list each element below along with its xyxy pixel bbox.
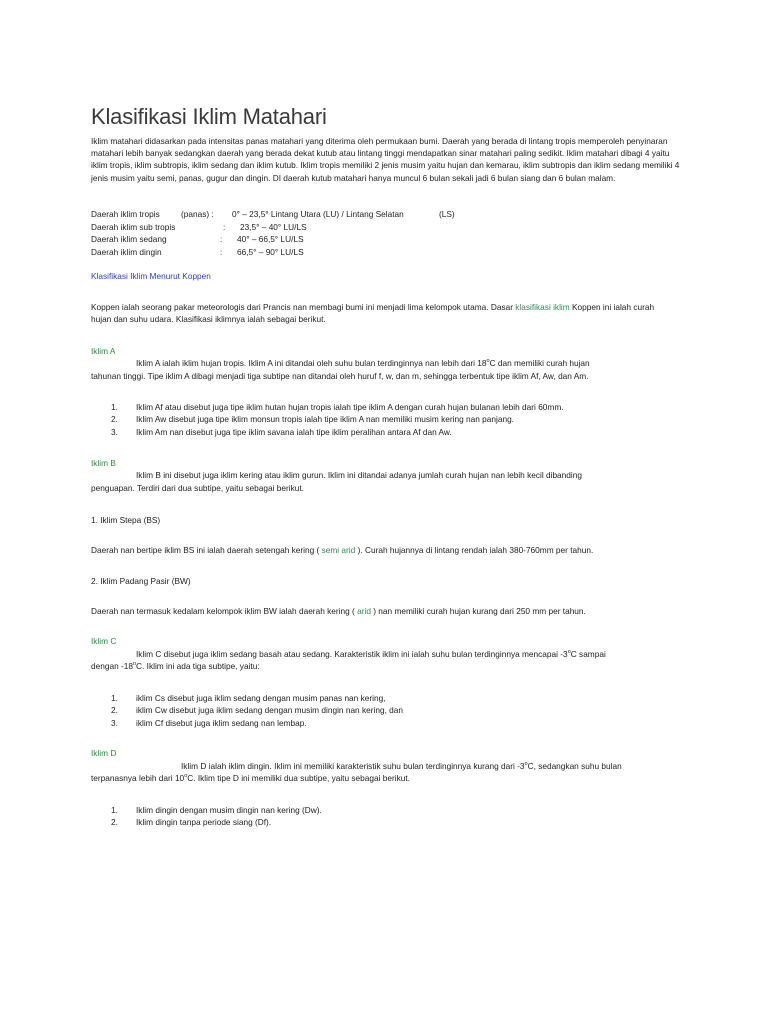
list-number: 1. [111, 693, 118, 703]
koppen-intro-paragraph [91, 301, 675, 325]
list-text: Iklim Am nan disebut juga tipe iklim savana ialah tipe iklim peralihan antara Af dan Aw. [136, 426, 452, 437]
zone-value-sedang: 40° – 66,5° LU/LS [237, 234, 304, 244]
koppen-intro-before: Koppen ialah seorang pakar meteorologis dari Prancis nan membagi bumi ini menjadi lima kelompok utama. Dasar [91, 302, 516, 312]
list-number: 2. [111, 705, 118, 716]
list-text: iklim Cw disebut juga iklim sedang dengan musim dingin nan kering, dan [136, 705, 404, 716]
zone-extra-tropis: (LS) [439, 209, 455, 219]
list-number: 2. [111, 817, 118, 828]
koppen-intro-after: Koppen ini ialah curah hujan dan suhu udara. Klasifikasi iklimnya ialah sebagai berikut. [91, 302, 655, 325]
iklim-c-line2-end: C. Iklim ini ada tiga subtipe, yaitu: [136, 661, 260, 671]
iklim-d-line1 [181, 760, 622, 772]
iklim-stepa-heading: 1. Iklim Stepa (BS) [91, 515, 161, 525]
list-text: Iklim dingin tanpa periode siang (Df). [136, 817, 272, 828]
zone-value-subtropis: 23,5° – 40° LU/LS [240, 222, 307, 232]
iklim-a-line2: tahunan tinggi. Tipe iklim A dibagi menjadi tiga subtipe nan ditandai oleh huruf f, w, dan m, sehingga terbentuk tipe iklim Af, Aw, dan Am. [91, 371, 589, 381]
iklim-c-line1-end: C sampai [570, 649, 606, 659]
stepa-before: Daerah nan bertipe iklim BS ini ialah daerah setengah kering ( [91, 545, 322, 555]
zone-value-tropis: 0° – 23,5° Lintang Utara (LU) / Lintang Selatan [232, 209, 404, 219]
iklim-a-heading: Iklim A [91, 346, 116, 356]
pasir-after: ) nan memiliki curah hujan kurang dari 250 mm per tahun. [370, 606, 586, 616]
iklim-d-line1-text: Iklim D ialah iklim dingin. Iklim ini memiliki karakteristik suhu bulan terdinginnya kurang dari -3 [181, 761, 525, 771]
zone-sep-dingin: : [220, 247, 223, 257]
stepa-after: ). Curah hujannya di lintang rendah ialah 380-760mm per tahun. [355, 545, 594, 555]
iklim-c-line1-text: Iklim C disebut juga iklim sedang basah atau sedang. Karakteristik iklim ini ialah suhu bulan terdinginnya mencapai -3 [136, 649, 568, 659]
degree-sup: o [524, 761, 528, 767]
iklim-c-line1 [136, 648, 606, 660]
iklim-c-line2 [91, 660, 260, 672]
iklim-b-heading: Iklim B [91, 458, 116, 468]
iklim-d-line2-end: C. Iklim tipe D ini memiliki dua subtipe, yaitu sebagai berikut. [187, 773, 410, 783]
zone-name-subtropis: Daerah iklim sub tropis [91, 222, 176, 232]
iklim-stepa-paragraph [91, 544, 593, 556]
iklim-b-line1: Iklim B ini disebut juga iklim kering atau iklim gurun. Iklim ini ditandai adanya jumlah curah hujan nan lebih kecil dibanding [136, 470, 582, 480]
zone-sep-tropis: (panas) : [181, 209, 214, 219]
list-number: 1. [111, 805, 118, 815]
iklim-d-line2-start: terpanasnya lebih dari 10 [91, 773, 185, 783]
zone-sep-sedang: : [220, 234, 223, 244]
list-number: 1. [111, 402, 118, 412]
iklim-a-line1 [136, 357, 590, 369]
intro-paragraph: Iklim matahari didasarkan pada intensitas panas matahari yang diterima oleh permukaan bumi. Daerah yang berada di lintang tropis memperoleh penyinaran matahari lebih banyak sedangkan daerah yang berada dekat kutub atau lintang tinggi mendapatkan sinar matahari paling sedikit. Iklim matahari dibagi 4 yaitu iklim tropis, iklim subtropis, iklim sedang dan iklim kutub. Iklim tropis memiliki 2 jenis musim yaitu hujan dan kemarau, iklim subtropis dan iklim sedang memiliki 4 jenis musim yaitu semi, panas, gugur dan dingin. DI daerah kutub matahari hanya muncul 6 bulan sekali jadi 6 bulan siang dan 6 bulan malam. [91, 136, 680, 183]
zone-name-dingin: Daerah iklim dingin [91, 247, 162, 257]
list-text: Iklim Aw disebut juga tipe iklim monsun tropis ialah tipe iklim A nan memiliki musim kering nan panjang. [136, 414, 514, 425]
degree-sup: o [486, 358, 490, 364]
semi-arid-link[interactable]: semi arid [321, 545, 356, 555]
list-text: Iklim Af atau disebut juga tipe iklim hutan hujan tropis ialah tipe iklim A dengan curah hujan bulanan lebih dari 60mm. [136, 402, 564, 412]
iklim-a-line1-end: C dan memiliki curah hujan [489, 358, 590, 368]
koppen-heading-link[interactable]: Klasifikasi Iklim Menurut Koppen [91, 271, 211, 281]
degree-sup: o [184, 773, 188, 779]
list-number: 3. [111, 717, 118, 728]
zone-sep-subtropis: : [223, 222, 226, 232]
page-title: Klasifikasi Iklim Matahari [91, 104, 327, 129]
list-text: Iklim dingin dengan musim dingin nan kering (Dw). [136, 805, 322, 815]
arid-link[interactable]: arid [357, 606, 371, 616]
list-number: 2. [111, 414, 118, 425]
list-text: iklim Cf disebut juga iklim sedang nan lembap. [136, 717, 307, 728]
zone-name-sedang: Daerah iklim sedang [91, 234, 167, 244]
iklim-padang-pasir-heading: 2. Iklim Padang Pasir (BW) [91, 576, 191, 586]
list-number: 3. [111, 426, 118, 437]
iklim-padang-pasir-paragraph [91, 605, 586, 617]
iklim-d-heading: Iklim D [91, 748, 117, 758]
klasifikasi-iklim-link[interactable]: klasifikasi iklim [515, 302, 570, 312]
zone-value-dingin: 66,5° – 90° LU/LS [237, 247, 304, 257]
degree-sup: o [567, 649, 571, 655]
iklim-d-line1-end: C, sedangkan suhu bulan [527, 761, 622, 771]
zone-name-tropis: Daerah iklim tropis [91, 209, 160, 219]
list-text: iklim Cs disebut juga iklim sedang dengan musim panas nan kering, [136, 693, 386, 703]
iklim-b-line2: penguapan. Terdiri dari dua subtipe, yaitu sebagai berikut. [91, 483, 304, 493]
iklim-c-heading: Iklim C [91, 636, 117, 646]
degree-sup: o [132, 661, 137, 667]
iklim-d-line2 [91, 772, 410, 784]
iklim-c-line2-start: dengan -18 [91, 661, 133, 671]
pasir-before: Daerah nan termasuk kedalam kelompok iklim BW ialah daerah kering ( [91, 606, 358, 616]
iklim-a-line1-text: Iklim A ialah iklim hujan tropis. Iklim A ini ditandai oleh suhu bulan terdinginnya nan lebih dari 18 [136, 358, 487, 368]
